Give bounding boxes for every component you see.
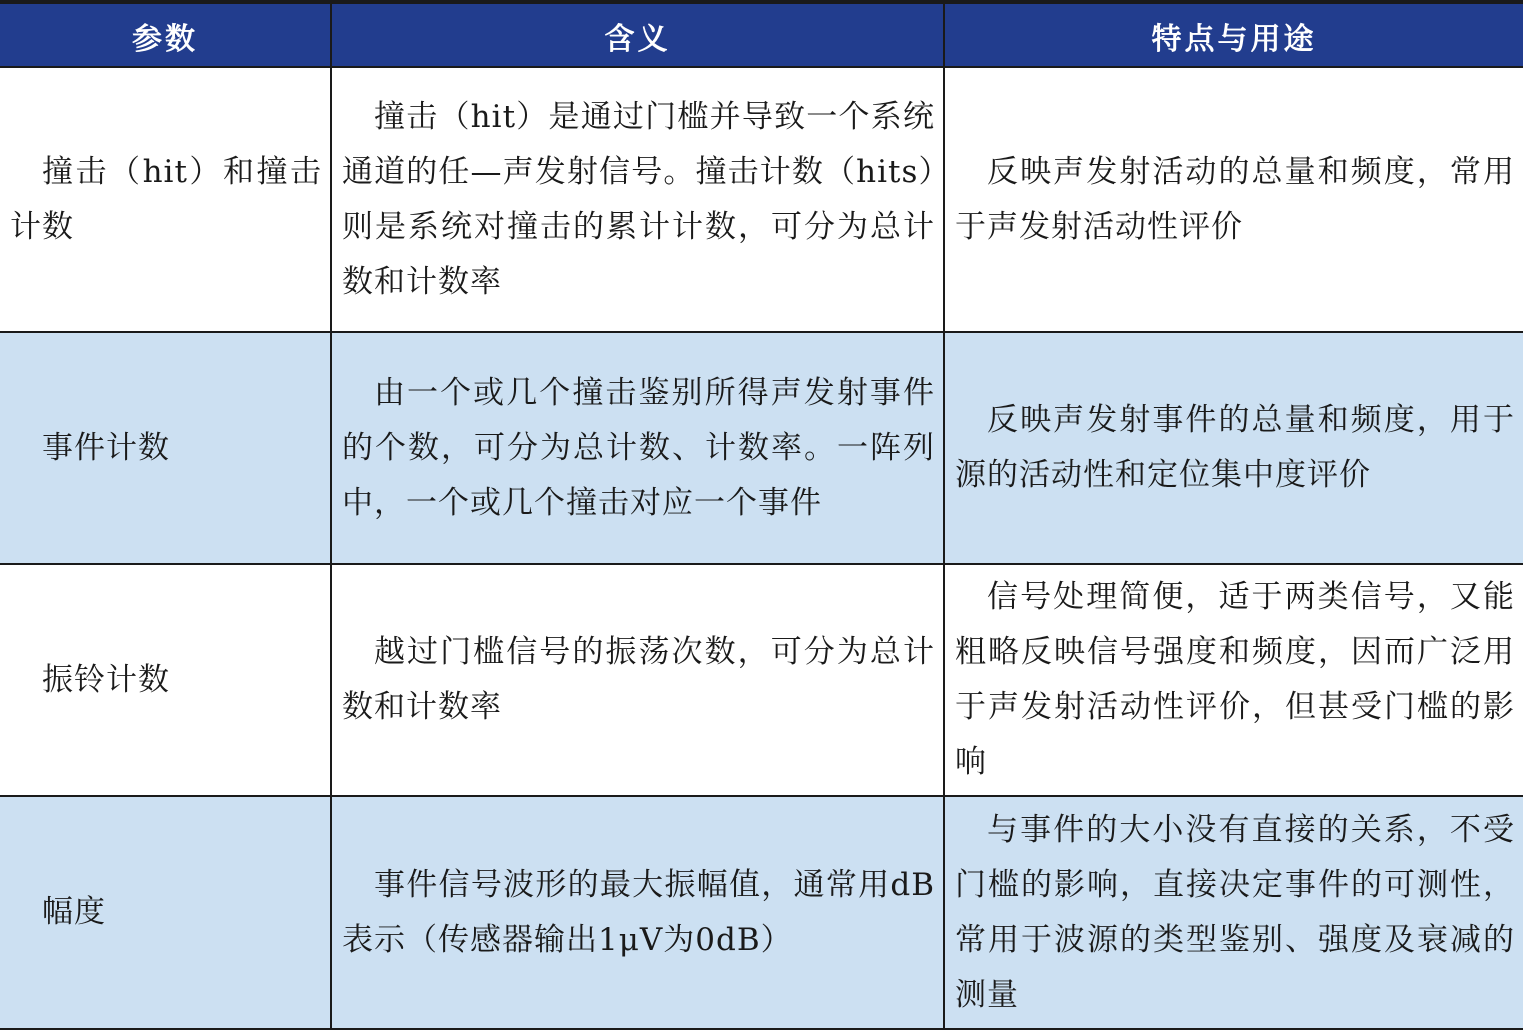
- cell-text: 振铃计数: [42, 661, 170, 698]
- cell-text: 事件信号波形的最大振幅值，通常用dB表示（传感器输出1μV为0dB）: [342, 866, 935, 958]
- cell-text: 反映声发射活动的总量和频度，常用于声发射活动性评价: [955, 153, 1515, 245]
- table-row-1-param: [0, 68, 332, 333]
- table-row-2-usage: [945, 333, 1523, 565]
- cell-text: 撞击（hit）是通过门槛并导致一个系统通道的任—声发射信号。撞击计数（hits）则是系统对撞击的累计计数，可分为总计数和计数率: [342, 98, 935, 300]
- table-row-3-usage: [945, 565, 1523, 797]
- cell-text: 信号处理简便，适于两类信号，又能粗略反映信号强度和频度，因而广泛用于声发射活动性评价，但甚受门槛的影响: [955, 579, 1515, 780]
- header-meaning: 含义: [332, 0, 945, 68]
- table-row-3-meaning: [332, 565, 945, 797]
- header-usage: 特点与用途: [945, 0, 1523, 68]
- cell-text: 与事件的大小没有直接的关系，不受门槛的影响，直接决定事件的可测性，常用于波源的类型鉴别、强度及衰减的测量: [955, 811, 1515, 1013]
- header-divider: [0, 66, 1523, 68]
- cell-text: 越过门槛信号的振荡次数，可分为总计数和计数率: [342, 634, 935, 725]
- cell-text: 事件计数: [42, 429, 170, 466]
- table-row-4-usage: [945, 797, 1523, 1030]
- table-row-1-meaning: [332, 68, 945, 333]
- cell-text: 幅度: [42, 894, 106, 930]
- table-row-4-meaning: [332, 797, 945, 1030]
- table-row-2-param: [0, 333, 332, 565]
- cell-text: 反映声发射事件的总量和频度，用于源的活动性和定位集中度评价: [955, 402, 1515, 493]
- table-row-1-usage: [945, 68, 1523, 333]
- table-row-4-param: [0, 797, 332, 1030]
- table-row-3-param: [0, 565, 332, 797]
- table-row-2-meaning: [332, 333, 945, 565]
- cell-text: 撞击（hit）和撞击计数: [10, 153, 322, 245]
- header-param: 参数: [0, 0, 332, 68]
- cell-text: 由一个或几个撞击鉴别所得声发射事件的个数，可分为总计数、计数率。一阵列中，一个或几个撞击对应一个事件: [342, 374, 935, 521]
